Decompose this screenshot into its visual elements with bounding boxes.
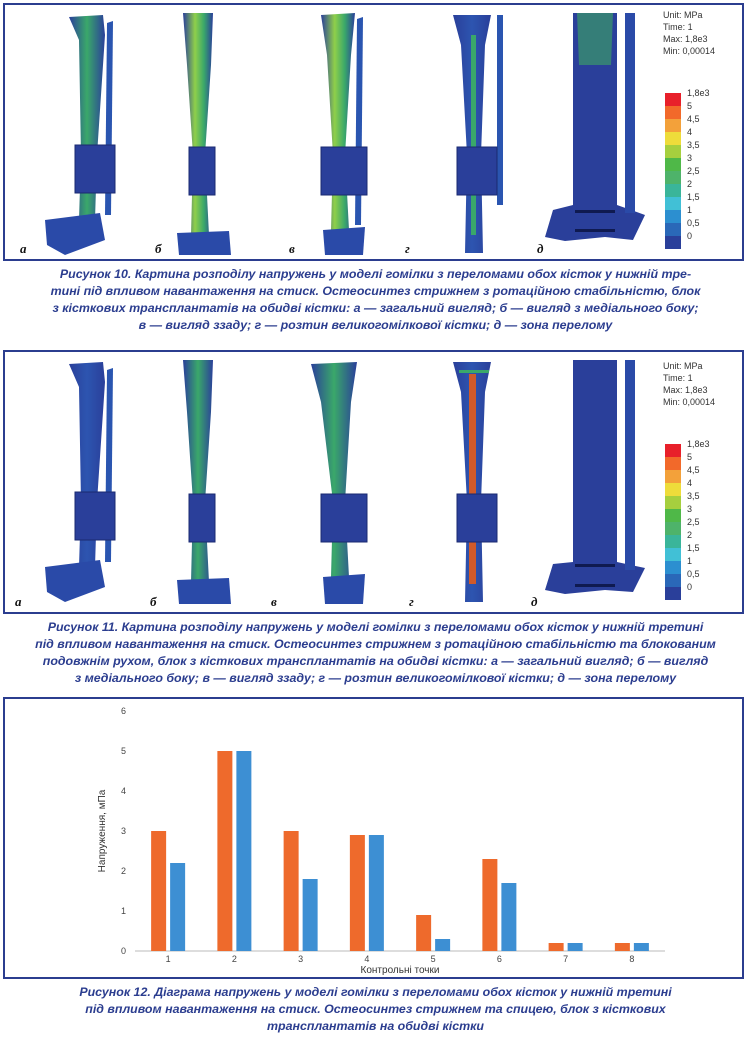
- caption-line: під впливом навантаження на стиск. Остеосинтез стрижнем та спицею, блок з кісткових: [85, 1002, 666, 1016]
- bone-view-v: [321, 13, 367, 255]
- legend-swatch: [665, 457, 681, 470]
- legend-swatch: [665, 158, 681, 171]
- y-tick-label: 6: [120, 706, 126, 716]
- bar-series-2: [501, 883, 516, 951]
- legend-swatch: [665, 119, 681, 132]
- bar-series-1: [284, 831, 299, 951]
- legend-scale-label: 1: [687, 205, 693, 215]
- legend-unit: Unit: MPa: [663, 10, 703, 20]
- panel-label-g: г: [405, 241, 410, 256]
- bar-series-1: [151, 831, 166, 951]
- caption-line: з медіального боку; в — вигляд ззаду; г — розтин великогомілкової кістки; д — зона перелому: [74, 671, 677, 685]
- legend-scale-label: 3,5: [687, 140, 700, 150]
- x-tick-label: 5: [430, 954, 436, 964]
- y-axis-label: Напруження, мПа: [97, 789, 108, 873]
- caption-line: тині під впливом навантаження на стиск. Остеосинтез стрижнем з ротаційною стабільністю, блок: [50, 284, 701, 298]
- x-tick-label: 4: [364, 954, 370, 964]
- bar-series-1: [482, 859, 497, 951]
- legend-max: Max: 1,8e3: [663, 34, 708, 44]
- legend-swatch: [665, 574, 681, 587]
- panel-label-b: б: [155, 241, 162, 256]
- legend-scale-label: 1,8e3: [687, 439, 710, 449]
- legend-scale-label: 5: [687, 101, 693, 111]
- legend-swatch: [665, 548, 681, 561]
- figure-11-fea-renders: [5, 352, 742, 612]
- legend-swatch: [665, 223, 681, 236]
- legend-scale-label: 3,5: [687, 491, 700, 501]
- legend-scale-label: 2: [687, 179, 693, 189]
- legend-max: Max: 1,8e3: [663, 385, 708, 395]
- legend-scale-label: 0: [687, 231, 693, 241]
- bar-series-2: [435, 939, 450, 951]
- x-tick-label: 7: [563, 954, 569, 964]
- legend-swatch: [665, 184, 681, 197]
- legend-swatch: [665, 444, 681, 457]
- figure-10-panel: [3, 3, 744, 261]
- legend-scale-label: 4: [687, 127, 693, 137]
- figure-11-caption: [0, 619, 751, 687]
- legend-swatch: [665, 210, 681, 223]
- legend-scale-label: 1,5: [687, 192, 700, 202]
- x-tick-label: 6: [496, 954, 502, 964]
- legend-swatch: [665, 470, 681, 483]
- bar-series-1: [350, 835, 365, 951]
- caption-line: під впливом навантаження на стиск. Остеосинтез стрижнем з ротаційною стабільністю та блокованим: [35, 637, 716, 651]
- caption-line: подовжнім рухом, блок з кісткових трансплантатів на обидві кістки: а — загальний вигляд; б — вигляд: [42, 654, 709, 668]
- legend-scale-label: 1: [687, 556, 693, 566]
- bar-series-1: [549, 943, 564, 951]
- panel-label-a: а: [20, 241, 27, 256]
- caption-line: Рисунок 10. Картина розподілу напружень у моделі гомілки з переломами обох кісток у нижній тре-: [59, 267, 692, 281]
- bar-series-1: [615, 943, 630, 951]
- panel-label-d: д: [531, 594, 538, 609]
- caption-line: Рисунок 12. Діаграма напружень у моделі гомілки з переломами обох кісток у нижній третині: [79, 985, 672, 999]
- y-tick-label: 5: [120, 746, 126, 756]
- legend-swatch: [665, 522, 681, 535]
- figure-10-caption: [0, 266, 751, 334]
- bone-view-a: [45, 362, 115, 602]
- panel-label-b: б: [150, 594, 157, 609]
- figure-12-panel: [3, 697, 744, 979]
- legend-swatch: [665, 587, 681, 600]
- legend-swatch: [665, 171, 681, 184]
- legend-time: Time: 1: [663, 22, 693, 32]
- bar-series-2: [170, 863, 185, 951]
- legend-swatch: [665, 145, 681, 158]
- legend-scale-label: 3: [687, 153, 693, 163]
- bone-view-g: [453, 15, 503, 253]
- x-tick-label: 3: [298, 954, 304, 964]
- panel-label-d: д: [537, 241, 544, 256]
- bar-series-2: [568, 943, 583, 951]
- legend-scale-label: 1,8e3: [687, 88, 710, 98]
- panel-label-v: в: [289, 241, 295, 256]
- x-tick-label: 8: [629, 954, 635, 964]
- legend-scale-label: 0,5: [687, 218, 700, 228]
- bar-series-2: [634, 943, 649, 951]
- legend-swatch: [665, 483, 681, 496]
- legend-scale-label: 5: [687, 452, 693, 462]
- bone-view-v: [311, 362, 367, 604]
- legend-swatch: [665, 509, 681, 522]
- figure-10-fea-renders: [5, 5, 742, 259]
- figure-11-panel: [3, 350, 744, 614]
- legend-swatch: [665, 535, 681, 548]
- bone-view-b: [177, 360, 231, 604]
- legend-swatch: [665, 496, 681, 509]
- legend-scale-label: 1,5: [687, 543, 700, 553]
- x-tick-label: 1: [165, 954, 171, 964]
- legend-swatch: [665, 93, 681, 106]
- figure-12-caption: [0, 984, 751, 1035]
- bone-view-b: [177, 13, 231, 255]
- bone-view-d: [545, 13, 645, 241]
- legend-scale-label: 4,5: [687, 465, 700, 475]
- caption-line: Рисунок 11. Картина розподілу напружень у моделі гомілки з переломами обох кісток у нижній третині: [47, 620, 704, 634]
- legend-swatch: [665, 106, 681, 119]
- legend-scale-label: 3: [687, 504, 693, 514]
- legend-swatch: [665, 236, 681, 249]
- legend-scale-label: 2: [687, 530, 693, 540]
- legend-scale-label: 0,5: [687, 569, 700, 579]
- legend-scale-label: 4,5: [687, 114, 700, 124]
- legend-time: Time: 1: [663, 373, 693, 383]
- legend-swatch: [665, 197, 681, 210]
- bar-series-2: [236, 751, 251, 951]
- bar-series-1: [416, 915, 431, 951]
- bar-series-1: [217, 751, 232, 951]
- x-tick-label: 2: [231, 954, 237, 964]
- stress-legend: [663, 9, 743, 257]
- bone-view-g: [453, 362, 497, 602]
- bone-view-d: [545, 360, 645, 594]
- legend-scale-label: 0: [687, 582, 693, 592]
- y-tick-label: 3: [120, 826, 126, 836]
- stress-bar-chart: [5, 699, 742, 977]
- bar-series-2: [303, 879, 318, 951]
- legend-swatch: [665, 561, 681, 574]
- panel-label-v: в: [271, 594, 277, 609]
- stress-legend: [663, 360, 743, 610]
- y-tick-label: 4: [120, 786, 126, 796]
- legend-min: Min: 0,00014: [663, 46, 716, 56]
- bone-view-a: [45, 15, 115, 255]
- bar-series-2: [369, 835, 384, 951]
- caption-line: трансплантатів на обидві кістки: [267, 1019, 484, 1033]
- panel-label-g: г: [409, 594, 414, 609]
- legend-scale-label: 4: [687, 478, 693, 488]
- legend-scale-label: 2,5: [687, 517, 700, 527]
- y-tick-label: 0: [120, 946, 126, 956]
- legend-min: Min: 0,00014: [663, 397, 716, 407]
- x-axis-label: Контрольні точки: [360, 965, 440, 976]
- legend-scale-label: 2,5: [687, 166, 700, 176]
- caption-line: з кісткових трансплантатів на обидві кістки: а — загальний вигляд; б — вигляд з медіального боку;: [52, 301, 699, 315]
- panel-label-a: а: [15, 594, 22, 609]
- y-tick-label: 1: [120, 906, 126, 916]
- legend-unit: Unit: MPa: [663, 361, 703, 371]
- caption-line: в — вигляд ззаду; г — розтин великогомілкової кістки; д — зона перелому: [138, 318, 613, 332]
- legend-swatch: [665, 132, 681, 145]
- y-tick-label: 2: [120, 866, 126, 876]
